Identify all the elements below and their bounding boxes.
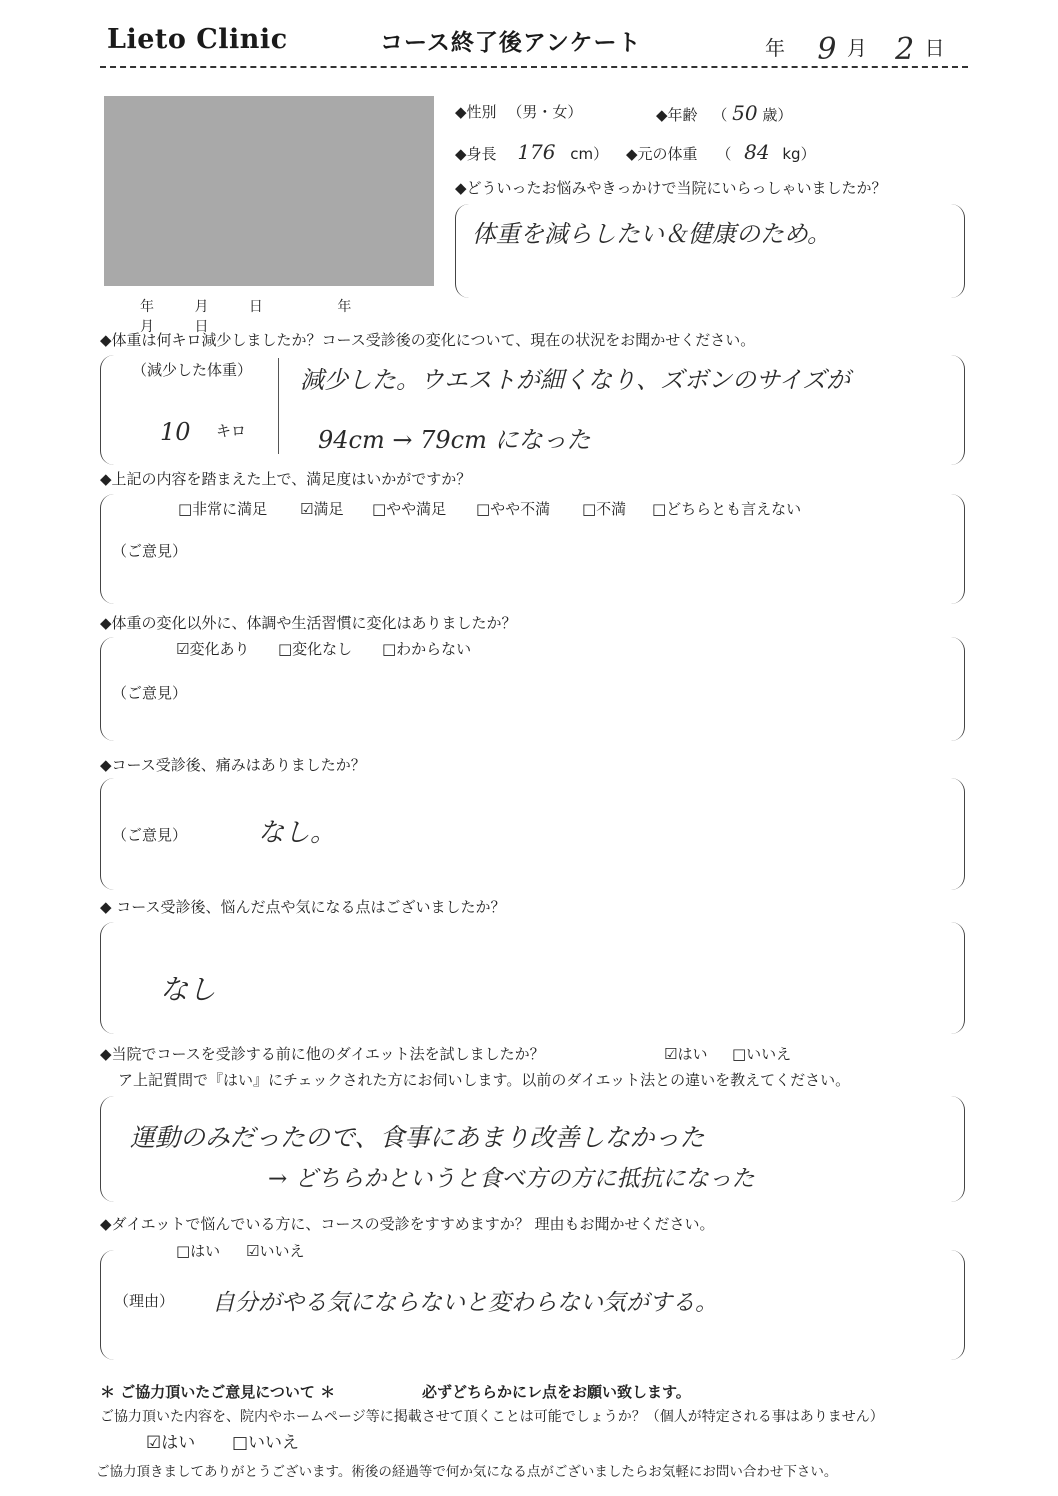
bracket-left [100,355,115,465]
cooperation-title: ＊ ご協力頂いたご意見について ＊ [100,1383,336,1401]
survey-title: コース終了後アンケート [380,30,642,56]
answer-weight-line1: 減少した。ウエストが細くなり、ズボンのサイズが [300,366,851,394]
month-value: 9 [817,32,837,67]
height-value: 176 [517,140,556,164]
satisfaction-option[interactable]: □不満 [582,500,627,518]
opinion-label: （ご意見） [112,542,188,560]
thanks-message: ご協力頂きましてありがとうございます。術後の経過等で何か気になる点がございましたらお気軽にお問い合わせ下さい。 [96,1464,838,1480]
reduced-weight-value: 10 [160,418,191,446]
satisfaction-option[interactable]: □どちらとも言えない [652,500,802,518]
answer-recommend: 自分がやる気にならないと変わらない気がする。 [212,1290,718,1316]
satisfaction-option[interactable]: □やや満足 [372,500,447,518]
height-label: ◆身長 [455,145,497,163]
reduced-weight-label: （減少した体重） [132,361,253,379]
permission-question: ご協力頂いた内容を、院内やホームページ等に掲載させて頂くことは可能でしょうか？（個人が特定される事はありません） [100,1409,884,1425]
weight-value: 84 [744,140,770,164]
bracket-right [950,494,965,604]
bracket-right [950,1096,965,1202]
lifestyle-option[interactable]: □わからない [382,640,472,658]
answer-other-diet-line1: 運動のみだったので、食事にあまり改善しなかった [130,1123,705,1152]
question-pain: ◆コース受診後、痛みはありましたか？ [100,756,366,774]
weight-field [626,140,816,164]
opinion-label: （ご意見） [112,826,188,844]
bracket-right [950,637,965,741]
answer-pain: なし。 [258,818,337,848]
survey-date [765,28,945,67]
bracket-right [950,204,965,298]
answer-weight-line2: 94cm → 79cm になった [318,426,591,454]
weight-label: ◆元の体重 [626,145,698,163]
bracket-right [950,355,965,465]
lifestyle-option[interactable]: □変化なし [278,640,353,658]
weight-unit: kg） [782,145,816,163]
age-open: （ [712,106,728,124]
question-satisfaction: ◆上記の内容を踏まえた上で、満足度はいかがですか？ [100,470,472,488]
photo-date-label: 月 [140,319,154,335]
gender-options: （男・女） [507,103,583,121]
answer-other-diet-line2: → どちらかというと食べ方の方に抵抗になった [268,1166,755,1192]
permission-option[interactable]: □いいえ [232,1433,300,1453]
answer-concern: なし [160,973,217,1006]
age-value: 50 [732,101,758,125]
other-diet-option[interactable]: □いいえ [732,1045,792,1063]
bracket-left [100,1096,115,1202]
answer-reason: 体重を減らしたい＆健康のため。 [472,220,832,248]
clinic-brand: Lieto Clinic [107,24,288,55]
bracket-left [100,1250,115,1360]
customer-photo-redacted [104,96,434,286]
day-label: 日 [924,36,945,60]
column-divider [278,358,279,454]
gender-label: ◆性別 [455,103,497,121]
recommend-option[interactable]: ☑いいえ [246,1242,305,1260]
month-label: 月 [846,36,867,60]
satisfaction-option[interactable]: □非常に満足 [178,500,268,518]
bracket-left [100,922,115,1034]
question-weight: ◆体重は何キロ減少しましたか？コース受診後の変化について、現在の状況をお聞かせください。 [100,331,756,349]
photo-date-label: 年 [337,299,352,315]
photo-date-label: 日 [248,299,263,315]
reduced-weight-unit: キロ [216,422,247,440]
photo-date-label: 日 [194,319,209,335]
recommend-option[interactable]: □はい [176,1242,221,1260]
question-other-diet: ◆当院でコースを受診する前に他のダイエット法を試しましたか？ [100,1045,545,1063]
weight-open: （ [716,145,732,163]
photo-date-label: 年 [140,299,154,315]
satisfaction-option[interactable]: ☑満足 [300,500,344,518]
height-unit: cm） [570,145,609,163]
followup-question: ア上記質問で『はい』にチェックされた方にお伺いします。以前のダイエット法との違いを教えてください。 [118,1071,851,1089]
header-divider [100,66,968,68]
gender-field [455,101,582,122]
day-value: 2 [895,32,915,67]
bracket-right [950,922,965,1034]
age-field [656,101,792,125]
lifestyle-option[interactable]: ☑変化あり [176,640,250,658]
age-unit: 歳） [762,106,793,124]
other-diet-option[interactable]: ☑はい [664,1045,708,1063]
photo-date-label: 月 [194,299,209,315]
height-field [455,140,608,164]
satisfaction-option[interactable]: □やや不満 [476,500,551,518]
question-reason: ◆どういったお悩みやきっかけで当院にいらっしゃいましたか？ [455,179,887,197]
bracket-right [950,1250,965,1360]
bracket-right [950,778,965,890]
question-recommend: ◆ダイエットで悩んでいる方に、コースの受診をすすめますか？ 理由もお聞かせください。 [100,1215,715,1233]
opinion-label: （ご意見） [112,684,188,702]
cooperation-instruction: 必ずどちらかにレ点をお願い致します。 [422,1383,691,1401]
year-label: 年 [765,36,785,60]
bracket-left [455,204,470,298]
age-label: ◆年齢 [656,106,698,124]
permission-option[interactable]: ☑はい [146,1433,196,1453]
reason-label: （理由） [114,1292,175,1310]
question-concern: ◆ コース受診後、悩んだ点や気になる点はございましたか？ [100,898,506,916]
question-lifestyle: ◆体重の変化以外に、体調や生活習慣に変化はありましたか？ [100,614,517,632]
